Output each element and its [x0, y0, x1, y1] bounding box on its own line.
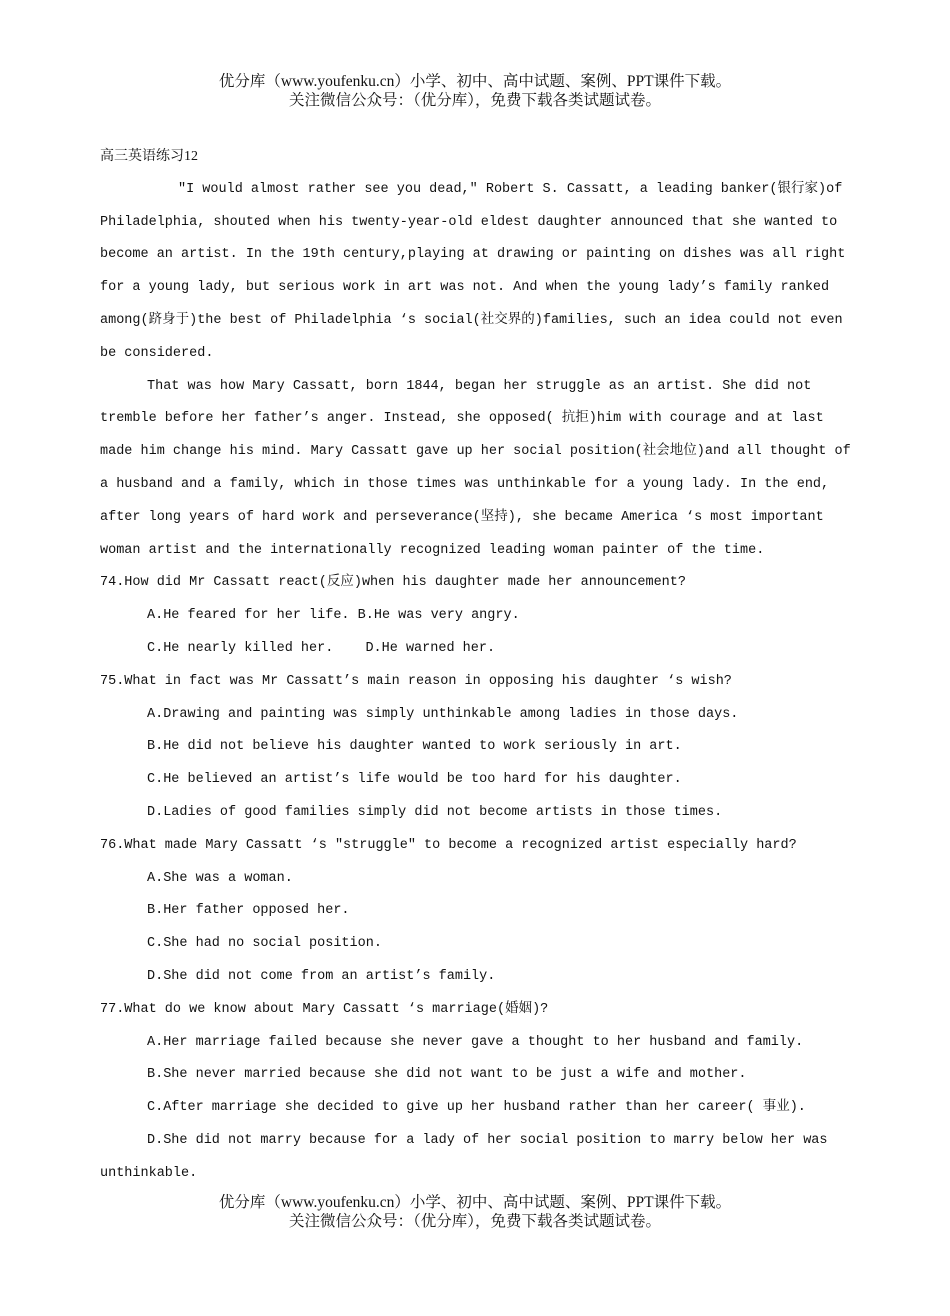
- question-77-option-a: A.Her marriage failed because she never gave a thought to her husband and family.: [147, 1034, 804, 1050]
- question-76-option-b: B.Her father opposed her.: [147, 903, 350, 919]
- footer-line-1: 优分库（www.youfenku.cn）小学、初中、高中试题、案例、PPT课件下载。: [218, 1194, 732, 1211]
- question-77-option-d: D.She did not marry because for a lady of her social position to marry below her was unthinkable.: [100, 1132, 828, 1181]
- question-75: 75.What in fact was Mr Cassatt’s main reason in opposing his daughter ‘s wish?: [100, 673, 732, 689]
- question-74-option-c: C.He nearly killed her.: [147, 640, 334, 656]
- footer-line-2: 关注微信公众号：（优分库），免费下载各类试题试卷。: [288, 1213, 661, 1230]
- question-74-options-row-1: [100, 600, 852, 633]
- question-76: 76.What made Mary Cassatt ‘s "struggle" to become a recognized artist especially hard?: [100, 837, 797, 853]
- header-line-2: 关注微信公众号：（优分库），免费下载各类试题试卷。: [288, 92, 661, 109]
- question-74-option-a: A.He feared for her life.: [147, 608, 350, 624]
- question-74-options-row-2: [100, 633, 852, 666]
- page-header: [0, 72, 950, 110]
- question-75-option-d: D.Ladies of good families simply did not become artists in those times.: [147, 804, 723, 820]
- question-77: 77.What do we know about Mary Cassatt ‘s marriage(婚姻)?: [100, 1001, 549, 1017]
- question-75-option-b: B.He did not believe his daughter wanted to work seriously in art.: [147, 739, 682, 755]
- question-76-option-a: A.She was a woman.: [147, 870, 293, 886]
- header-line-1: 优分库（www.youfenku.cn）小学、初中、高中试题、案例、PPT课件下载。: [218, 73, 732, 90]
- question-74-option-b: B.He was very angry.: [357, 608, 520, 624]
- passage-paragraph-2: That was how Mary Cassatt, born 1844, began her struggle as an artist. She did not tremble before her father’s anger. Instead, she opposed( 抗拒)him with courage and at last made him change his mind. Mary Cassatt gave up her social position(社会地位)and all thought of a husband and a family, which in those times was unthinkable for a young lady. In the end, after long years of hard work and perseverance(坚持), she became America ‘s most important woman artist and the internationally recognized leading woman painter of the time.: [100, 378, 851, 558]
- document-body: [100, 141, 852, 1191]
- question-75-option-c: C.He believed an artist’s life would be too hard for his daughter.: [147, 772, 682, 788]
- document-title: 高三英语练习12: [100, 149, 198, 164]
- question-75-option-a: A.Drawing and painting was simply unthinkable among ladies in those days.: [147, 706, 739, 722]
- question-74-option-d: D.He warned her.: [365, 640, 496, 656]
- question-74: 74.How did Mr Cassatt react(反应)when his daughter made her announcement?: [100, 575, 686, 591]
- question-76-option-d: D.She did not come from an artist’s family.: [147, 968, 496, 984]
- question-77-option-c: C.After marriage she decided to give up her husband rather than her career( 事业).: [147, 1100, 806, 1116]
- page-footer: [0, 1193, 950, 1231]
- passage-paragraph-1: "I would almost rather see you dead," Robert S. Cassatt, a leading banker(银行家)of Philadelphia, shouted when his twenty-year-old eldest daughter announced that she wanted to become an artist. In the 19th century,playing at drawing or painting on dishes was all right for a young lady, but serious work in art was not. And when the young lady’s family ranked among(跻身于)the best of Philadelphia ‘s social(社交界的)families, such an idea could not even be considered.: [100, 181, 846, 361]
- question-76-option-c: C.She had no social position.: [147, 936, 382, 952]
- question-77-option-b: B.She never married because she did not want to be just a wife and mother.: [147, 1067, 747, 1083]
